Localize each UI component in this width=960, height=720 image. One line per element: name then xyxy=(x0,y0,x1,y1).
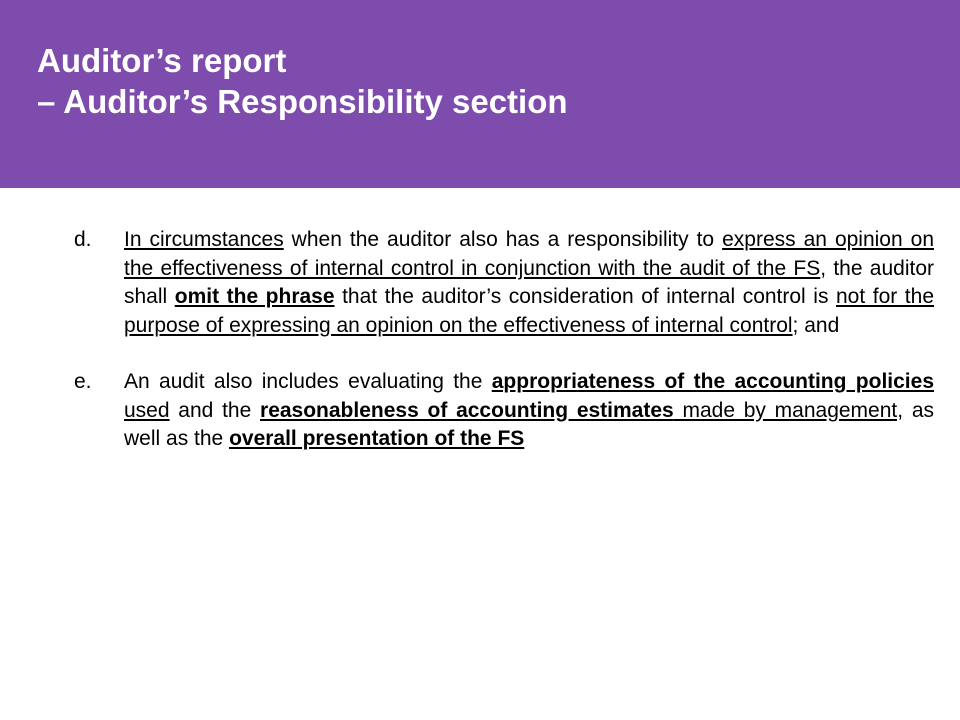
list-item-text xyxy=(124,368,934,454)
list-item-e xyxy=(74,368,934,454)
text-run: and the xyxy=(169,398,261,422)
list-item-text xyxy=(124,226,934,340)
slide-title-line-1: Auditor’s report xyxy=(37,42,287,79)
text-run: , the auditor shall xyxy=(124,256,935,308)
text-run: omit the phrase xyxy=(174,285,335,308)
slide-title xyxy=(37,40,568,122)
list-item-d xyxy=(74,226,934,340)
text-run: express an opinion on the effectiveness of internal control in conjunction with the audit of the FS xyxy=(124,228,935,280)
text-run: reasonableness of accounting estimates xyxy=(260,398,674,422)
list-marker: d. xyxy=(74,228,92,251)
text-run: ; and xyxy=(792,313,840,337)
slide-title-line-2: – Auditor’s Responsibility section xyxy=(37,83,568,120)
text-run: appropriateness of the accounting policies xyxy=(491,370,934,393)
slide-body xyxy=(74,226,934,482)
text-run: not for the purpose of expressing an opinion on the effectiveness of internal control xyxy=(124,285,934,337)
text-run: made by management, xyxy=(673,398,904,422)
text-run: as well as the xyxy=(124,398,935,450)
text-run: An audit also includes evaluating the xyxy=(124,370,492,393)
text-run: used xyxy=(124,398,170,422)
text-run: when the auditor also has a responsibility to xyxy=(283,228,723,251)
title-banner xyxy=(0,0,960,188)
list-marker: e. xyxy=(74,370,92,393)
text-run: overall presentation of the FS xyxy=(229,427,525,450)
text-run: that the auditor’s consideration of internal control is xyxy=(334,285,836,308)
text-run: In circumstances xyxy=(124,228,284,251)
